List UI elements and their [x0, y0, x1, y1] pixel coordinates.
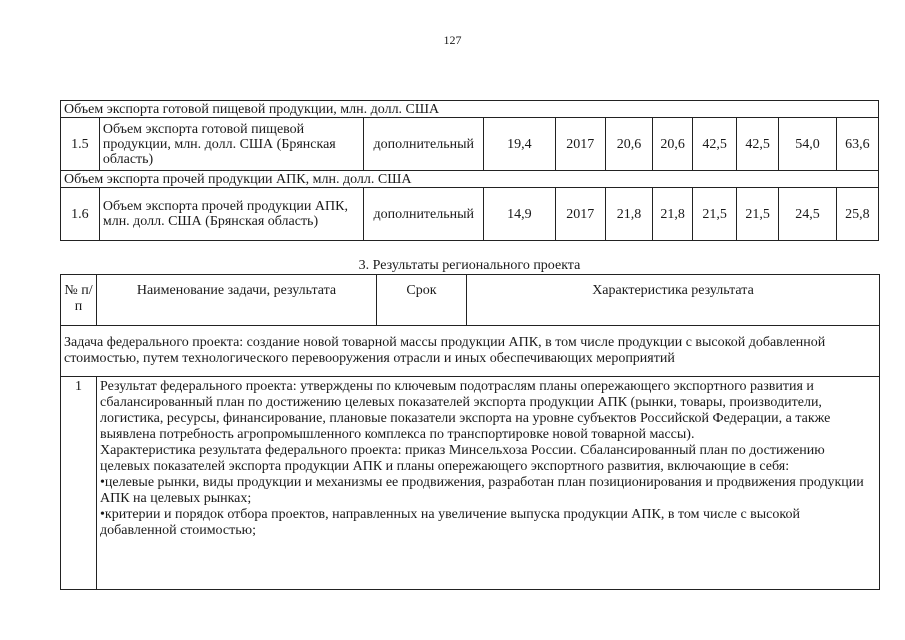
header-name: Наименование задачи, результата	[97, 275, 377, 326]
result-paragraph: Характеристика результата федерального проекта: приказ Минсельхоза России. Сбалансированный план по достижению целевых показателей экспорта продукции АПК и планы опережающего экспортного развития, включающие в себя:	[100, 443, 825, 474]
indicator-value: 21,8	[653, 188, 693, 241]
indicator-value: 20,6	[605, 118, 652, 171]
indicator-group-title: Объем экспорта прочей продукции АПК, млн. долл. США	[61, 171, 879, 188]
indicator-base-value: 19,4	[484, 118, 555, 171]
indicator-type: дополнительный	[364, 118, 484, 171]
indicator-name: Объем экспорта прочей продукции АПК, млн. долл. США (Брянская область)	[99, 188, 364, 241]
indicator-base-year: 2017	[555, 118, 605, 171]
indicator-group-row	[61, 171, 879, 188]
result-description	[97, 377, 880, 590]
indicator-value: 24,5	[779, 188, 837, 241]
indicator-value: 21,5	[693, 188, 737, 241]
section-title: 3. Результаты регионального проекта	[358, 258, 581, 273]
indicator-value: 25,8	[836, 188, 878, 241]
indicator-value: 54,0	[779, 118, 837, 171]
indicator-value: 42,5	[693, 118, 737, 171]
indicator-base-year: 2017	[555, 188, 605, 241]
indicator-value: 21,8	[605, 188, 652, 241]
task-row	[61, 326, 880, 377]
result-bullet: •критерии и порядок отбора проектов, направленных на увеличение выпуска продукции АПК, в том числе с высокой добавленной стоимостью;	[100, 507, 800, 538]
results-header-row	[61, 275, 880, 326]
header-num: № п/п	[61, 275, 97, 326]
indicator-value: 63,6	[836, 118, 878, 171]
results-table	[60, 274, 880, 590]
indicator-num: 1.5	[61, 118, 100, 171]
header-term: Срок	[377, 275, 467, 326]
indicator-num: 1.6	[61, 188, 100, 241]
indicator-type: дополнительный	[364, 188, 484, 241]
indicator-group-row	[61, 101, 879, 118]
indicator-row	[61, 188, 879, 241]
indicator-name: Объем экспорта готовой пищевой продукции, млн. долл. США (Брянская область)	[99, 118, 364, 171]
indicator-value: 42,5	[737, 118, 779, 171]
result-paragraph: Результат федерального проекта: утверждены по ключевым подотраслям планы опережающего экспортного развития и сбалансированный план по достижению целевых показателей экспорта продукции АПК (рынки, товары, производители, логистика, ресурсы, финансирование, плановые показатели экспорта на уровне субъектов Российской Федерации, а также выявлена потребность агропромышленного комплекса по транспортировке новой товарной массы).	[100, 379, 831, 442]
indicator-value: 21,5	[737, 188, 779, 241]
indicators-table	[60, 100, 879, 241]
task-text: Задача федерального проекта: создание новой товарной массы продукции АПК, в том числе продукции с высокой добавленной стоимостью, путем технологического перевооружения отрасли и иных обеспечивающих мероприятий	[61, 326, 880, 377]
indicator-value: 20,6	[653, 118, 693, 171]
result-row	[61, 377, 880, 590]
indicator-row	[61, 118, 879, 171]
result-num: 1	[61, 377, 97, 590]
header-characteristic: Характеристика результата	[467, 275, 880, 326]
result-bullet: •целевые рынки, виды продукции и механизмы ее продвижения, разработан план позиционирования и продвижения продукции АПК на целевых рынках;	[100, 475, 864, 506]
indicator-group-title: Объем экспорта готовой пищевой продукции, млн. долл. США	[61, 101, 879, 118]
indicator-base-value: 14,9	[484, 188, 555, 241]
page-number: 127	[443, 33, 462, 47]
